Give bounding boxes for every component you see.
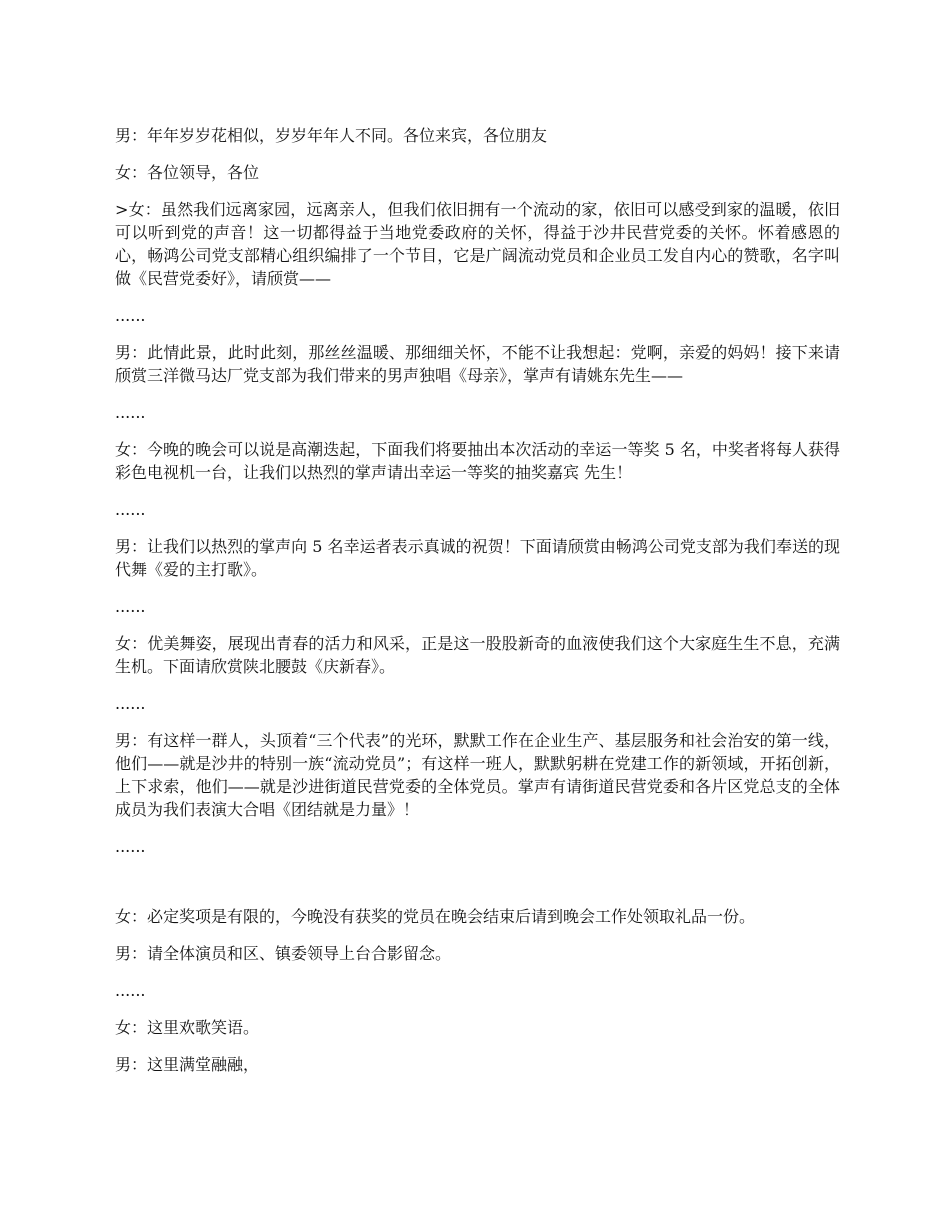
script-line-female-intro: >女：虽然我们远离家园，远离亲人，但我们依旧拥有一个流动的家，依旧可以感受到家的温暖，依旧可以听到党的声音！这一切都得益于当地党委政府的关怀，得益于沙井民营党委的关怀。怀着感恩的心，畅鸿公司党支部精心组织编排了一个节目，它是广阔流动党员和企业员工发自内心的赞歌，名字叫做《民营党委好》，请颀赏—— bbox=[115, 200, 840, 288]
script-line-female-drum: 女：优美舞姿，展现出青春的活力和风采，正是这一股股新奇的血液使我们这个大家庭生生不息，充满生机。下面请欣赏陕北腰鼓《庆新春》。 bbox=[115, 634, 840, 676]
ellipsis-separator: ...... bbox=[115, 981, 146, 1000]
script-line-female-gifts: 女：必定奖项是有限的，今晚没有获奖的党员在晚会结束后请到晚会工作处领取礼品一份。 bbox=[115, 907, 756, 926]
script-line-male-chorus: 男：有这样一群人，头顶着“三个代表”的光环，默默工作在企业生产、基层服务和社会治安的第一线，他们——就是沙井的特别一族“流动党员”；有这样一班人，默默躬耕在党建工作的新领域，开拓创新，上下求索，他们——就是沙进街道民营党委的全体党员。掌声有请街道民营党委和各片区党总支的全体成员为我们表演大合唱《团结就是力量》！ bbox=[115, 731, 840, 819]
ellipsis-separator: ...... bbox=[115, 837, 146, 856]
ellipsis-separator: ...... bbox=[115, 403, 146, 422]
script-line-male-mother: 男：此情此景，此时此刻，那丝丝温暖、那细细关怀，不能不让我想起：党啊，亲爱的妈妈！接下来请颀赏三洋微马达厂党支部为我们带来的男声独唱《母亲》，掌声有请姚东先生—— bbox=[115, 343, 840, 385]
document-body bbox=[115, 124, 840, 1090]
ellipsis-separator: ...... bbox=[115, 306, 146, 325]
script-line-male-photo: 男：请全体演员和区、镇委领导上台合影留念。 bbox=[115, 944, 452, 963]
script-line-male-closing: 男：这里满堂融融， bbox=[115, 1055, 260, 1074]
ellipsis-separator: ...... bbox=[115, 500, 146, 519]
script-line-male-opening: 男：年年岁岁花相似，岁岁年年人不同。各位来宾，各位朋友 bbox=[115, 126, 548, 145]
section-gap bbox=[115, 872, 840, 905]
ellipsis-separator: ...... bbox=[115, 597, 146, 616]
ellipsis-separator: ...... bbox=[115, 694, 146, 713]
script-line-female-lottery: 女：今晚的晚会可以说是高潮迭起，下面我们将要抽出本次活动的幸运一等奖 5 名，中奖者将每人获得彩色电视机一台，让我们以热烈的掌声请出幸运一等奖的抽奖嘉宾 先生！ bbox=[115, 440, 840, 482]
script-line-male-dance: 男：让我们以热烈的掌声向 5 名幸运者表示真诚的祝贺！下面请颀赏由畅鸿公司党支部为我们奉送的现代舞《爱的主打歌》。 bbox=[115, 537, 840, 579]
script-line-female-opening: 女：各位领导，各位 bbox=[115, 163, 260, 182]
script-line-female-closing: 女：这里欢歌笑语。 bbox=[115, 1018, 260, 1037]
